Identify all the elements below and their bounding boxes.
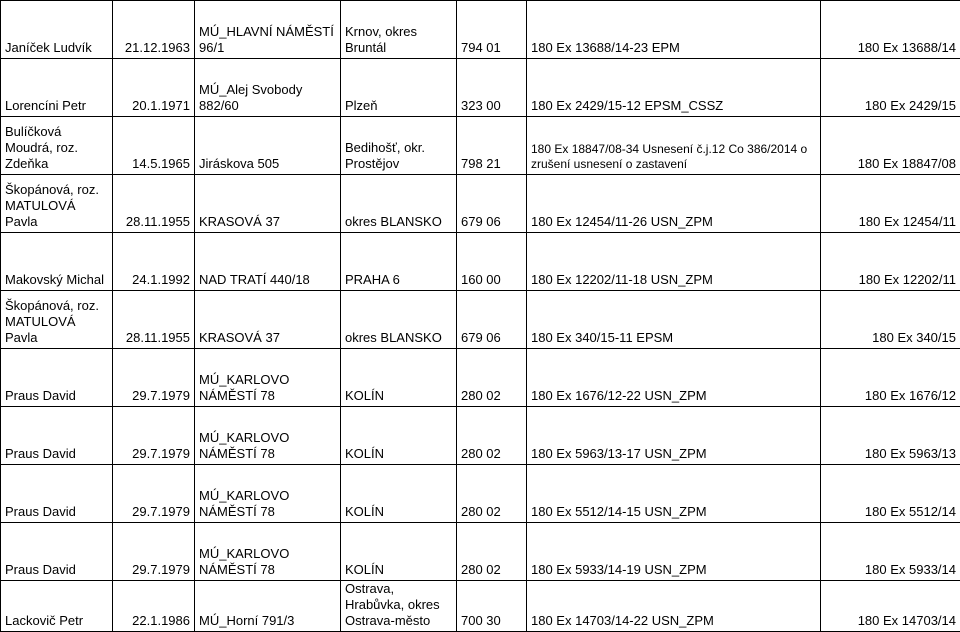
date-cell: 24.1.1992 <box>113 233 195 291</box>
table-row <box>1 117 960 175</box>
name-cell: Lackovič Petr <box>1 581 113 632</box>
zip-cell: 679 06 <box>457 291 527 349</box>
city-cell: KOLÍN <box>341 523 457 581</box>
zip-cell: 280 02 <box>457 465 527 523</box>
file-number-cell: 180 Ex 2429/15 <box>821 59 960 117</box>
reference-cell: 180 Ex 340/15-11 EPSM <box>527 291 821 349</box>
zip-cell: 700 30 <box>457 581 527 632</box>
table-row <box>1 407 960 465</box>
city-cell: PRAHA 6 <box>341 233 457 291</box>
reference-cell: 180 Ex 1676/12-22 USN_ZPM <box>527 349 821 407</box>
file-number-cell: 180 Ex 12202/11 <box>821 233 960 291</box>
name-cell: Lorencíni Petr <box>1 59 113 117</box>
reference-cell: 180 Ex 2429/15-12 EPSM_CSSZ <box>527 59 821 117</box>
street-cell: NAD TRATÍ 440/18 <box>195 233 341 291</box>
city-cell: KOLÍN <box>341 407 457 465</box>
name-cell: Janíček Ludvík <box>1 1 113 59</box>
city-cell: KOLÍN <box>341 465 457 523</box>
reference-cell: 180 Ex 5512/14-15 USN_ZPM <box>527 465 821 523</box>
table-row <box>1 175 960 233</box>
reference-cell: 180 Ex 13688/14-23 EPM <box>527 1 821 59</box>
date-cell: 29.7.1979 <box>113 407 195 465</box>
city-cell: Bedihošť, okr. Prostějov <box>341 117 457 175</box>
name-cell: Makovský Michal <box>1 233 113 291</box>
street-cell: KRASOVÁ 37 <box>195 175 341 233</box>
reference-cell: 180 Ex 5963/13-17 USN_ZPM <box>527 407 821 465</box>
table-row <box>1 233 960 291</box>
zip-cell: 280 02 <box>457 349 527 407</box>
table-row <box>1 349 960 407</box>
file-number-cell: 180 Ex 5512/14 <box>821 465 960 523</box>
name-cell: Praus David <box>1 465 113 523</box>
name-cell: Bulíčková Moudrá, roz. Zdeňka <box>1 117 113 175</box>
street-cell: MÚ_KARLOVO NÁMĚSTÍ 78 <box>195 465 341 523</box>
zip-cell: 798 21 <box>457 117 527 175</box>
name-cell: Praus David <box>1 349 113 407</box>
street-cell: MÚ_KARLOVO NÁMĚSTÍ 78 <box>195 523 341 581</box>
zip-cell: 280 02 <box>457 523 527 581</box>
reference-cell: 180 Ex 5933/14-19 USN_ZPM <box>527 523 821 581</box>
date-cell: 20.1.1971 <box>113 59 195 117</box>
file-number-cell: 180 Ex 1676/12 <box>821 349 960 407</box>
date-cell: 29.7.1979 <box>113 349 195 407</box>
zip-cell: 323 00 <box>457 59 527 117</box>
table-row <box>1 581 960 632</box>
file-number-cell: 180 Ex 340/15 <box>821 291 960 349</box>
table-row <box>1 59 960 117</box>
zip-cell: 794 01 <box>457 1 527 59</box>
table-row <box>1 1 960 59</box>
city-cell: Plzeň <box>341 59 457 117</box>
table-row <box>1 465 960 523</box>
city-cell: okres BLANSKO <box>341 175 457 233</box>
file-number-cell: 180 Ex 12454/11 <box>821 175 960 233</box>
street-cell: Jiráskova 505 <box>195 117 341 175</box>
street-cell: MÚ_Horní 791/3 <box>195 581 341 632</box>
file-number-cell: 180 Ex 5963/13 <box>821 407 960 465</box>
reference-cell: 180 Ex 12202/11-18 USN_ZPM <box>527 233 821 291</box>
city-cell: Krnov, okres Bruntál <box>341 1 457 59</box>
zip-cell: 280 02 <box>457 407 527 465</box>
file-number-cell: 180 Ex 18847/08 <box>821 117 960 175</box>
file-number-cell: 180 Ex 13688/14 <box>821 1 960 59</box>
name-cell: Škopánová, roz. MATULOVÁ Pavla <box>1 175 113 233</box>
date-cell: 29.7.1979 <box>113 465 195 523</box>
reference-cell: 180 Ex 14703/14-22 USN_ZPM <box>527 581 821 632</box>
file-number-cell: 180 Ex 14703/14 <box>821 581 960 632</box>
street-cell: MÚ_KARLOVO NÁMĚSTÍ 78 <box>195 349 341 407</box>
street-cell: MÚ_Alej Svobody 882/60 <box>195 59 341 117</box>
reference-cell: 180 Ex 12454/11-26 USN_ZPM <box>527 175 821 233</box>
table-row <box>1 523 960 581</box>
street-cell: MÚ_KARLOVO NÁMĚSTÍ 78 <box>195 407 341 465</box>
reference-cell: 180 Ex 18847/08-34 Usnesení č.j.12 Co 386/2014 o zrušení usnesení o zastavení <box>527 117 821 175</box>
street-cell: KRASOVÁ 37 <box>195 291 341 349</box>
date-cell: 22.1.1986 <box>113 581 195 632</box>
file-number-cell: 180 Ex 5933/14 <box>821 523 960 581</box>
date-cell: 14.5.1965 <box>113 117 195 175</box>
date-cell: 21.12.1963 <box>113 1 195 59</box>
city-cell: Ostrava, Hrabůvka, okres Ostrava-město <box>341 581 457 632</box>
street-cell: MÚ_HLAVNÍ NÁMĚSTÍ 96/1 <box>195 1 341 59</box>
zip-cell: 679 06 <box>457 175 527 233</box>
name-cell: Praus David <box>1 407 113 465</box>
table-row <box>1 291 960 349</box>
date-cell: 28.11.1955 <box>113 175 195 233</box>
name-cell: Škopánová, roz. MATULOVÁ Pavla <box>1 291 113 349</box>
city-cell: okres BLANSKO <box>341 291 457 349</box>
zip-cell: 160 00 <box>457 233 527 291</box>
city-cell: KOLÍN <box>341 349 457 407</box>
name-cell: Praus David <box>1 523 113 581</box>
date-cell: 29.7.1979 <box>113 523 195 581</box>
date-cell: 28.11.1955 <box>113 291 195 349</box>
